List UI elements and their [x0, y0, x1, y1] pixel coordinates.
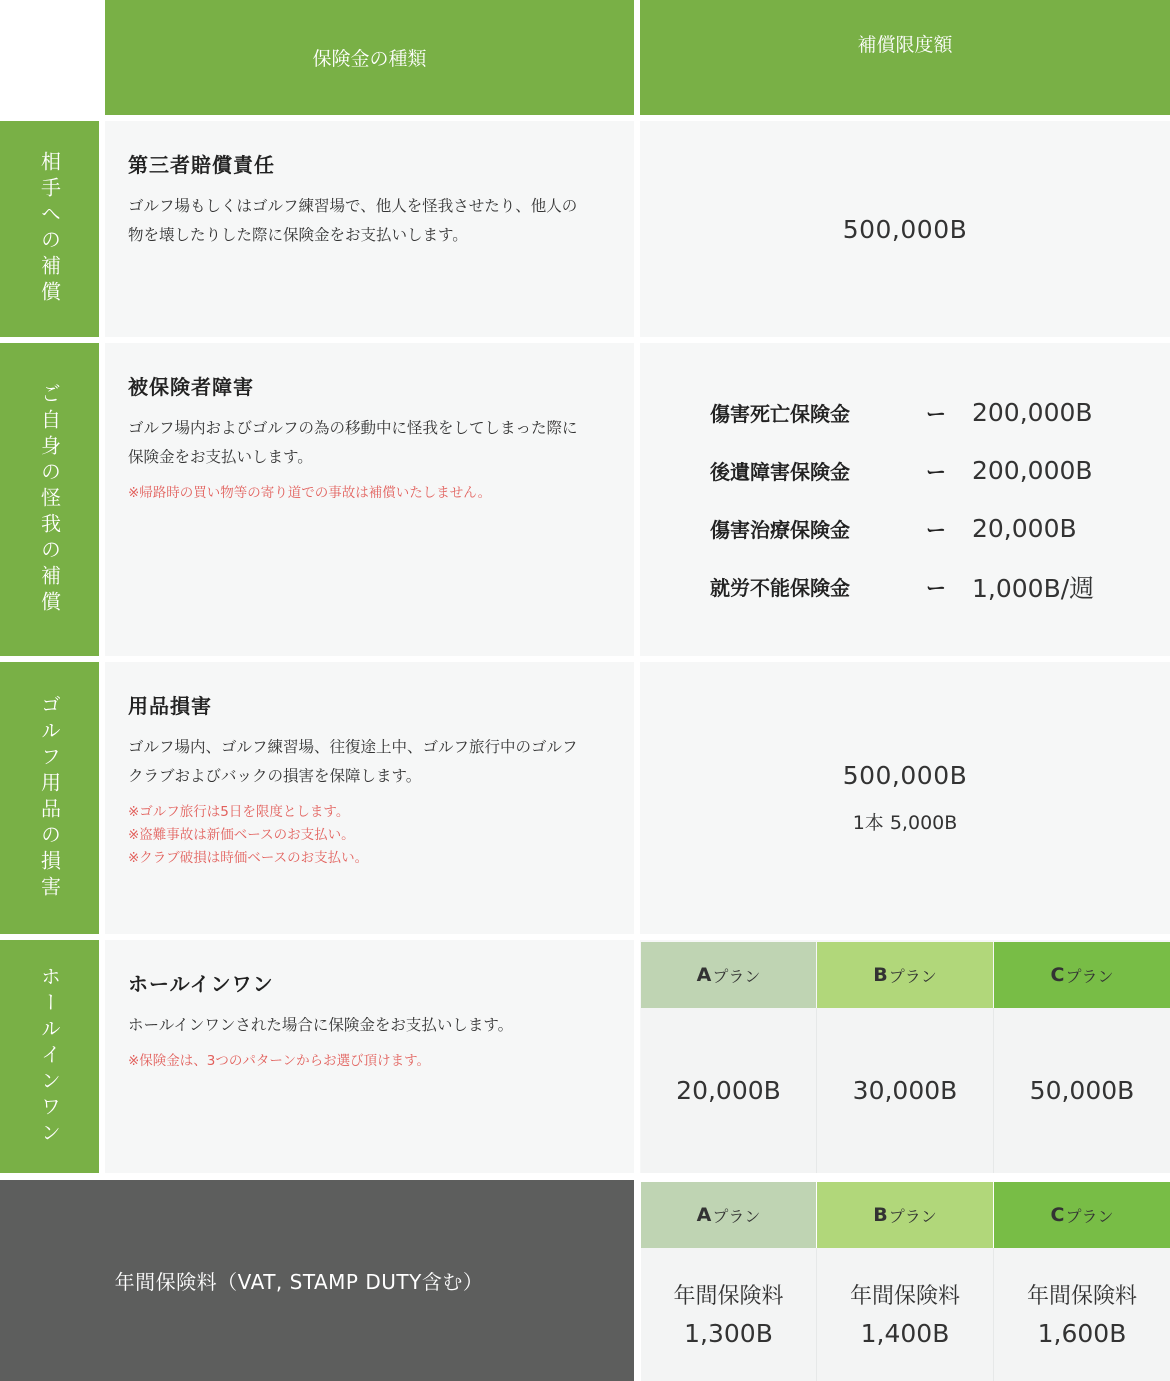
- fee-plan-a-header: [641, 1182, 816, 1248]
- plan-b-header: [817, 942, 993, 1008]
- coverage-notes: [128, 801, 634, 870]
- coverage-hole-in-one: [105, 940, 634, 1173]
- limit-amount: 500,000B: [842, 214, 968, 244]
- category-label: 相手への補償: [37, 151, 62, 307]
- coverage-description: ゴルフ場内、ゴルフ練習場、往復途上中、ゴルフ旅行中のゴルフクラブおよびバックの損害を保障します。: [128, 738, 578, 785]
- coverage-insured-injury: [105, 343, 634, 656]
- limit-item-amount: 200,000B: [972, 456, 1093, 485]
- limit-equipment-damage: [640, 662, 1170, 934]
- limit-item-dash: ー: [926, 460, 946, 484]
- plan-suffix: プラン: [888, 966, 937, 986]
- category-hole-in-one: [0, 940, 99, 1173]
- plan-c-amount: 50,000B: [994, 1008, 1170, 1173]
- plan-suffix: プラン: [712, 1206, 761, 1226]
- plan-suffix: プラン: [712, 966, 761, 986]
- limit-list: [710, 384, 1132, 616]
- plan-b-amount: 30,000B: [817, 1008, 993, 1173]
- coverage-title: 第三者賠償責任: [128, 153, 275, 177]
- fee-caption: 年間保険料: [673, 1283, 784, 1309]
- category-golf-equipment: [0, 662, 99, 934]
- plan-letter: B: [873, 1204, 888, 1226]
- coverage-title: ホールインワン: [128, 972, 274, 996]
- coverage-note: ※ゴルフ旅行は5日を限度とします。: [128, 804, 350, 820]
- limit-item-dash: ー: [926, 576, 946, 600]
- category-self-injury: [0, 343, 99, 656]
- category-label: ホールインワン: [37, 965, 62, 1148]
- coverage-description: ホールインワンされた場合に保険金をお支払いします。: [128, 1016, 514, 1034]
- limit-sub-amount: 1本 5,000B: [852, 812, 958, 834]
- header-type: [105, 0, 634, 115]
- category-third-party: [0, 121, 99, 337]
- fee-caption: 年間保険料: [849, 1283, 960, 1309]
- limit-amount: 500,000B: [842, 761, 968, 790]
- divider: [993, 1008, 994, 1173]
- limit-item-dash: ー: [926, 402, 946, 426]
- limit-item-amount: 20,000B: [972, 514, 1077, 543]
- plan-c-header: [994, 942, 1170, 1008]
- category-label: ご自身の怪我の補償: [37, 382, 62, 617]
- divider: [816, 1248, 817, 1381]
- coverage-note: ※帰路時の買い物等の寄り道での事故は補償いたしません。: [128, 485, 492, 501]
- plan-letter: C: [1050, 1204, 1065, 1226]
- plan-suffix: プラン: [1065, 966, 1114, 986]
- fee-plan-b-value: [817, 1248, 993, 1381]
- coverage-note: ※保険金は、3つのパターンからお選び頂けます。: [128, 1053, 431, 1069]
- limit-third-party: [640, 121, 1170, 337]
- limit-item-name: 傷害死亡保険金: [710, 402, 850, 426]
- coverage-note: ※盗難事故は新価ベースのお支払い。: [128, 827, 355, 843]
- limit-item-dash: ー: [926, 518, 946, 542]
- plan-suffix: プラン: [1065, 1206, 1114, 1226]
- limit-item-name: 後遺障害保険金: [710, 460, 850, 484]
- limit-insured-injury: [640, 343, 1170, 656]
- coverage-description: ゴルフ場内およびゴルフの為の移動中に怪我をしてしまった際に保険金をお支払いします。: [128, 419, 578, 466]
- plan-letter: C: [1050, 964, 1065, 986]
- fee-amount: 1,400B: [860, 1318, 950, 1348]
- coverage-title: 被保険者障害: [128, 375, 254, 399]
- plan-letter: A: [696, 964, 712, 986]
- divider: [816, 1008, 817, 1173]
- annual-fee-label-text: 年間保険料（VAT, STAMP DUTY含む）: [114, 1270, 484, 1294]
- limit-item-name: 就労不能保険金: [710, 576, 850, 600]
- limit-item-name: 傷害治療保険金: [710, 518, 850, 542]
- fee-plan-a-value: [641, 1248, 816, 1381]
- coverage-equipment-damage: [105, 662, 634, 934]
- coverage-third-party: [105, 121, 634, 337]
- coverage-title: 用品損害: [128, 694, 212, 718]
- plan-a-amount: 20,000B: [641, 1008, 816, 1173]
- header-limit-label: 補償限度額: [857, 34, 953, 56]
- limit-item-amount: 1,000B/週: [972, 573, 1095, 603]
- plan-letter: A: [696, 1204, 712, 1226]
- fee-caption: 年間保険料: [1026, 1283, 1137, 1309]
- plan-suffix: プラン: [888, 1206, 937, 1226]
- header-limit: [640, 0, 1170, 115]
- fee-plan-c-header: [994, 1182, 1170, 1248]
- fee-plan-b-header: [817, 1182, 993, 1248]
- annual-fee-label: [0, 1180, 634, 1381]
- fee-amount: 1,600B: [1037, 1318, 1127, 1348]
- plan-letter: B: [873, 964, 888, 986]
- fee-amount: 1,300B: [684, 1318, 773, 1348]
- fee-plan-c-value: [994, 1248, 1170, 1381]
- plan-a-header: [641, 942, 816, 1008]
- category-label: ゴルフ用品の損害: [37, 694, 62, 902]
- limit-item-amount: 200,000B: [972, 398, 1093, 427]
- header-type-label: 保険金の種類: [312, 48, 427, 70]
- divider: [993, 1248, 994, 1381]
- coverage-description: ゴルフ場もしくはゴルフ練習場で、他人を怪我させたり、他人の物を壊したりした際に保険金をお支払いします。: [128, 197, 578, 244]
- coverage-note: ※クラブ破損は時価ベースのお支払い。: [128, 850, 369, 866]
